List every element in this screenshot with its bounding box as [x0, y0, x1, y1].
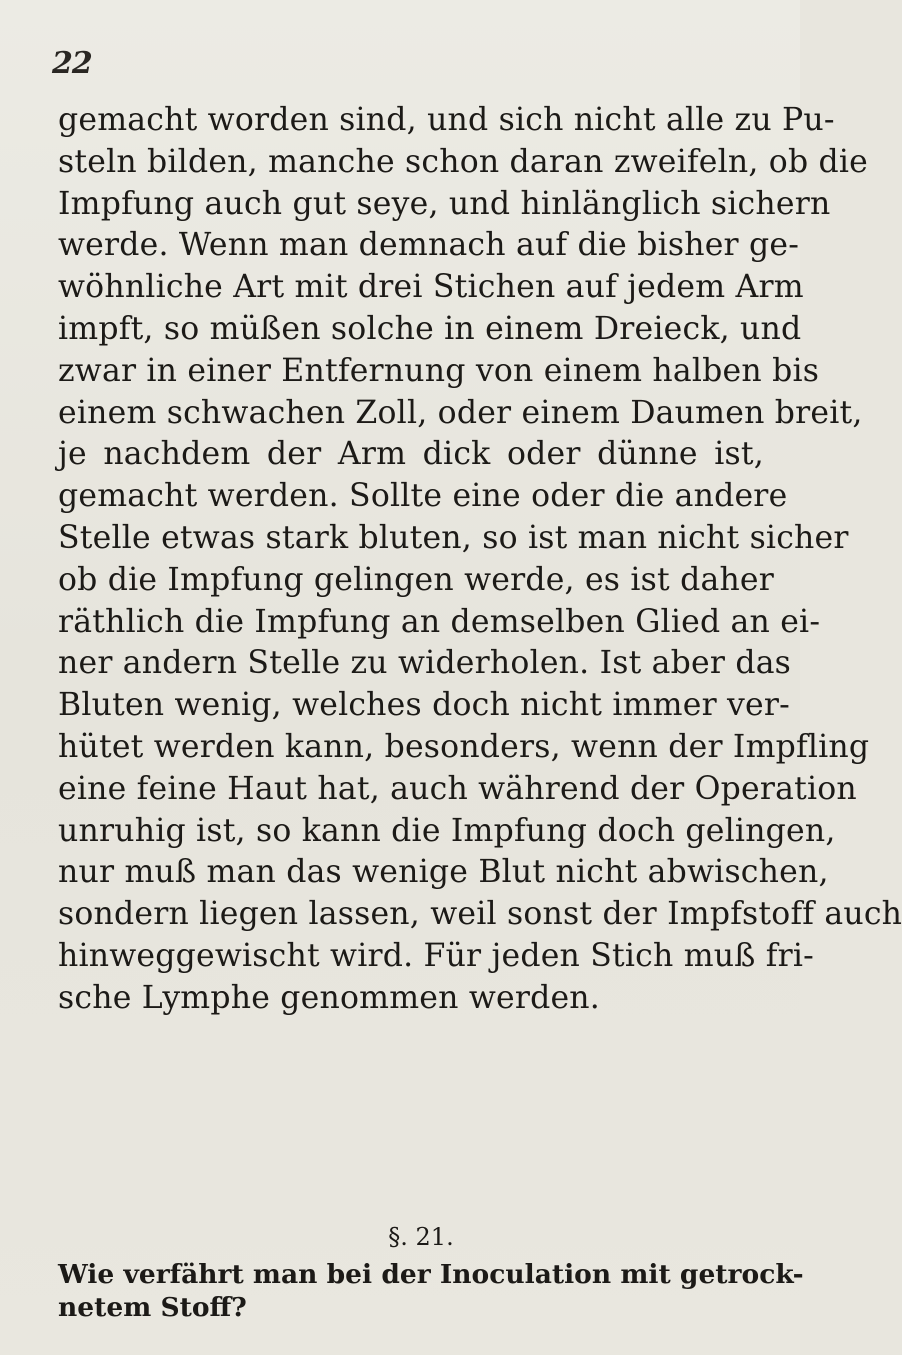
text-line: sche Lymphe genommen werden. — [58, 979, 600, 1016]
section-number: §. 21. — [388, 1223, 454, 1251]
text-line: hinweggewischt wird. Für jeden Stich muß fri- — [58, 937, 814, 974]
text-line: wöhnliche Art mit drei Stichen auf jedem Arm — [58, 269, 804, 306]
body-text — [58, 100, 902, 1020]
section-heading-block — [58, 1222, 804, 1324]
text-line: unruhig ist, so kann die Impfung doch gelingen, — [58, 812, 836, 849]
text-line: Impfung auch gut seye, und hinlänglich sichern — [58, 185, 831, 222]
text-line: ner andern Stelle zu widerholen. Ist aber das — [58, 645, 792, 682]
text-line: gemacht werden. Sollte eine oder die andere — [58, 478, 788, 515]
text-line: eine feine Haut hat, auch während der Operation — [58, 770, 857, 807]
text-line: impft, so müßen solche in einem Dreieck, und — [58, 310, 802, 347]
page-number: 22 — [52, 46, 92, 81]
text-line: ob die Impfung gelingen werde, es ist daher — [58, 561, 775, 598]
text-line: steln bilden, manche schon daran zweifeln, ob die — [58, 143, 869, 180]
section-question-line: netem Stoff? — [58, 1292, 247, 1323]
text-line: räthlich die Impfung an demselben Glied an ei- — [58, 603, 821, 640]
text-line: zwar in einer Entfernung von einem halben bis — [58, 352, 820, 389]
text-line: sondern liegen lassen, weil sonst der Impfstoff auch — [58, 896, 902, 933]
text-line: einem schwachen Zoll, oder einem Daumen breit, — [58, 394, 863, 431]
text-line: hütet werden kann, besonders, wenn der Impfling — [58, 728, 870, 765]
text-line: nur muß man das wenige Blut nicht abwischen, — [58, 854, 829, 891]
text-line: Stelle etwas stark bluten, so ist man nicht sicher — [58, 519, 849, 556]
section-question-line: Wie verfährt man bei der Inoculation mit getrock- — [58, 1259, 804, 1290]
text-line: werde. Wenn man demnach auf die bisher ge- — [58, 227, 800, 264]
text-line: gemacht worden sind, und sich nicht alle zu Pu- — [58, 102, 835, 138]
text-line: Bluten wenig, welches doch nicht immer ver- — [58, 687, 790, 724]
text-line: je nachdem der Arm dick oder dünne ist, — [58, 436, 764, 473]
